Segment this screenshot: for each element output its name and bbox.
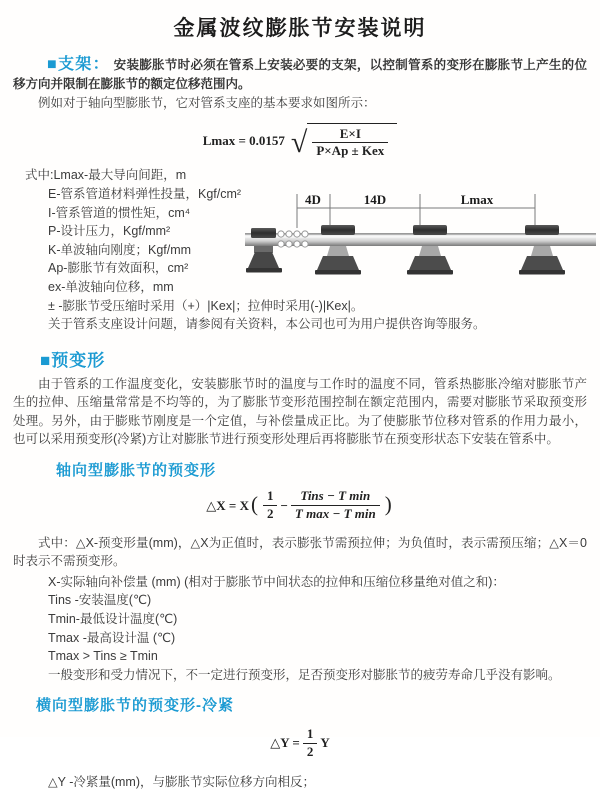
formula-axial-lhs: △X = X	[206, 497, 249, 513]
subheading-axial-predeform: 轴向型膨胀节的预变形	[56, 461, 217, 479]
definition-line: I-管系管道的惯性矩，cm⁴	[48, 205, 191, 220]
section-heading-predeform: ■预变形	[40, 350, 106, 370]
dim-label-4d: 4D	[305, 192, 321, 207]
definition-line: K-单波轴向刚度；Kgf/mm	[48, 242, 192, 257]
definition-line: P-设计压力，Kgf/mm²	[48, 224, 171, 239]
guide-support	[407, 225, 453, 275]
service-note: 关于管系支座设计问题，请参阅有关资料，本公司也可为用户提供咨询等服务。	[48, 317, 486, 332]
guide-support	[315, 225, 361, 275]
left-paren: (	[250, 492, 258, 517]
axial-lead-note: 式中：△X-预变形量(mm)，△X为正值时，表示膨张节需预拉伸；为负值时，表示需预压缩；△X＝0时表示不需预变形。	[13, 535, 587, 569]
formula-lmax-denominator: P×Ap ± Kex	[312, 142, 388, 160]
temp-frac-numerator: Tins − T min	[300, 488, 371, 504]
formula-axial-predeform	[0, 486, 600, 526]
formula-lmax-lhs: Lmax = 0.0157	[202, 133, 285, 149]
definition-line: Tmax > Tins ≥ Tmin	[48, 649, 158, 664]
sqrt-radical	[291, 123, 397, 161]
page-title: 金属波纹膨胀节安装说明	[173, 17, 427, 40]
axial-definition-list	[0, 573, 600, 666]
sign-convention-note: ± -膨胀节受压缩时采用（+）|Kex|；拉伸时采用(-)|Kex|。	[48, 298, 364, 313]
pipe-support-diagram-svg	[243, 190, 598, 290]
formula-lateral-lhs: △Y =	[270, 735, 300, 751]
subheading-lateral-predeform: 横向型膨胀节的预变形-冷紧	[36, 697, 234, 715]
section-heading-support: ■支架：	[47, 56, 110, 73]
temp-frac-denominator: T max − T min	[291, 505, 380, 523]
definition-line: Tmin-最低设计温度(℃)	[48, 611, 178, 626]
definition-line: 式中:Lmax-最大导向间距，m	[25, 168, 187, 183]
definition-line: X-实际轴向补偿量 (mm) (相对于膨胀节中间状态的拉伸和压缩位移量绝对值之和)：	[48, 574, 505, 589]
predeform-paragraph: 由于管系的工作温度变化，安装膨胀节时的温度与工作时的温度不同，管系热膨胀冷缩对膨胀节产生的拉伸、压缩量常常是不均等的，为了膨胀节变形范围控制在额定范围内，需要对膨胀节采取预变形处理。另外，由于膨账节刚度是一个定值，与补偿量成正比。为了使膨胀节位移对管系的作用力最小，也可以采用预变形(冷紧)方让对膨胀节进行预变形处理后再将膨胀节在预变形状态下安装在管系中。	[13, 376, 587, 447]
definition-line: Tins -安装温度(℃)	[48, 593, 152, 608]
dimension-lines	[297, 194, 535, 228]
definition-line: Tmax -最高设计温 (℃)	[48, 630, 176, 645]
dim-label-14d: 14D	[363, 192, 387, 207]
radical-sign: √	[290, 126, 308, 160]
support-intro-text: 安装膨胀节时必须在管系上安装必要的支架，以控制管系的变形在膨胀节上产生的位移方向并限制在膨胀节的额定位移范围内。	[13, 58, 587, 91]
definition-line: E-管系管道材料弹性投量，Kgf/cm²	[48, 186, 242, 201]
support-intro-paragraph	[13, 56, 587, 93]
definition-line: ex-单波轴向位移，mm	[48, 279, 174, 294]
definition-line: Ap-膨胀节有效面积，cm²	[48, 261, 189, 276]
half-denominator: 2	[263, 505, 278, 523]
lateral-half-numerator: 1	[306, 725, 314, 741]
formula-lateral-predeform	[0, 725, 600, 761]
lateral-note: △Y -冷紧量(mm)，与膨胀节实际位移方向相反；	[48, 775, 316, 790]
formula-lateral-rhs: Y	[320, 735, 330, 751]
support-example-text: 例如对于轴向型膨胀节，它对管系支座的基本要求如图所示：	[38, 96, 376, 110]
guide-support	[519, 225, 565, 275]
half-numerator: 1	[266, 488, 274, 504]
pipe-support-diagram	[243, 190, 598, 290]
lateral-half-denominator: 2	[303, 743, 318, 761]
right-paren: )	[384, 492, 392, 517]
formula-lmax	[0, 123, 600, 161]
minus-sign: −	[280, 497, 288, 513]
formula-lmax-numerator: E×I	[339, 125, 361, 141]
dim-label-lmax: Lmax	[460, 192, 494, 207]
axial-closing-note: 一般变形和受力情况下，不一定进行预变形，足否预变形对膨胀节的疲劳寿命几乎没有影响。	[48, 667, 561, 682]
